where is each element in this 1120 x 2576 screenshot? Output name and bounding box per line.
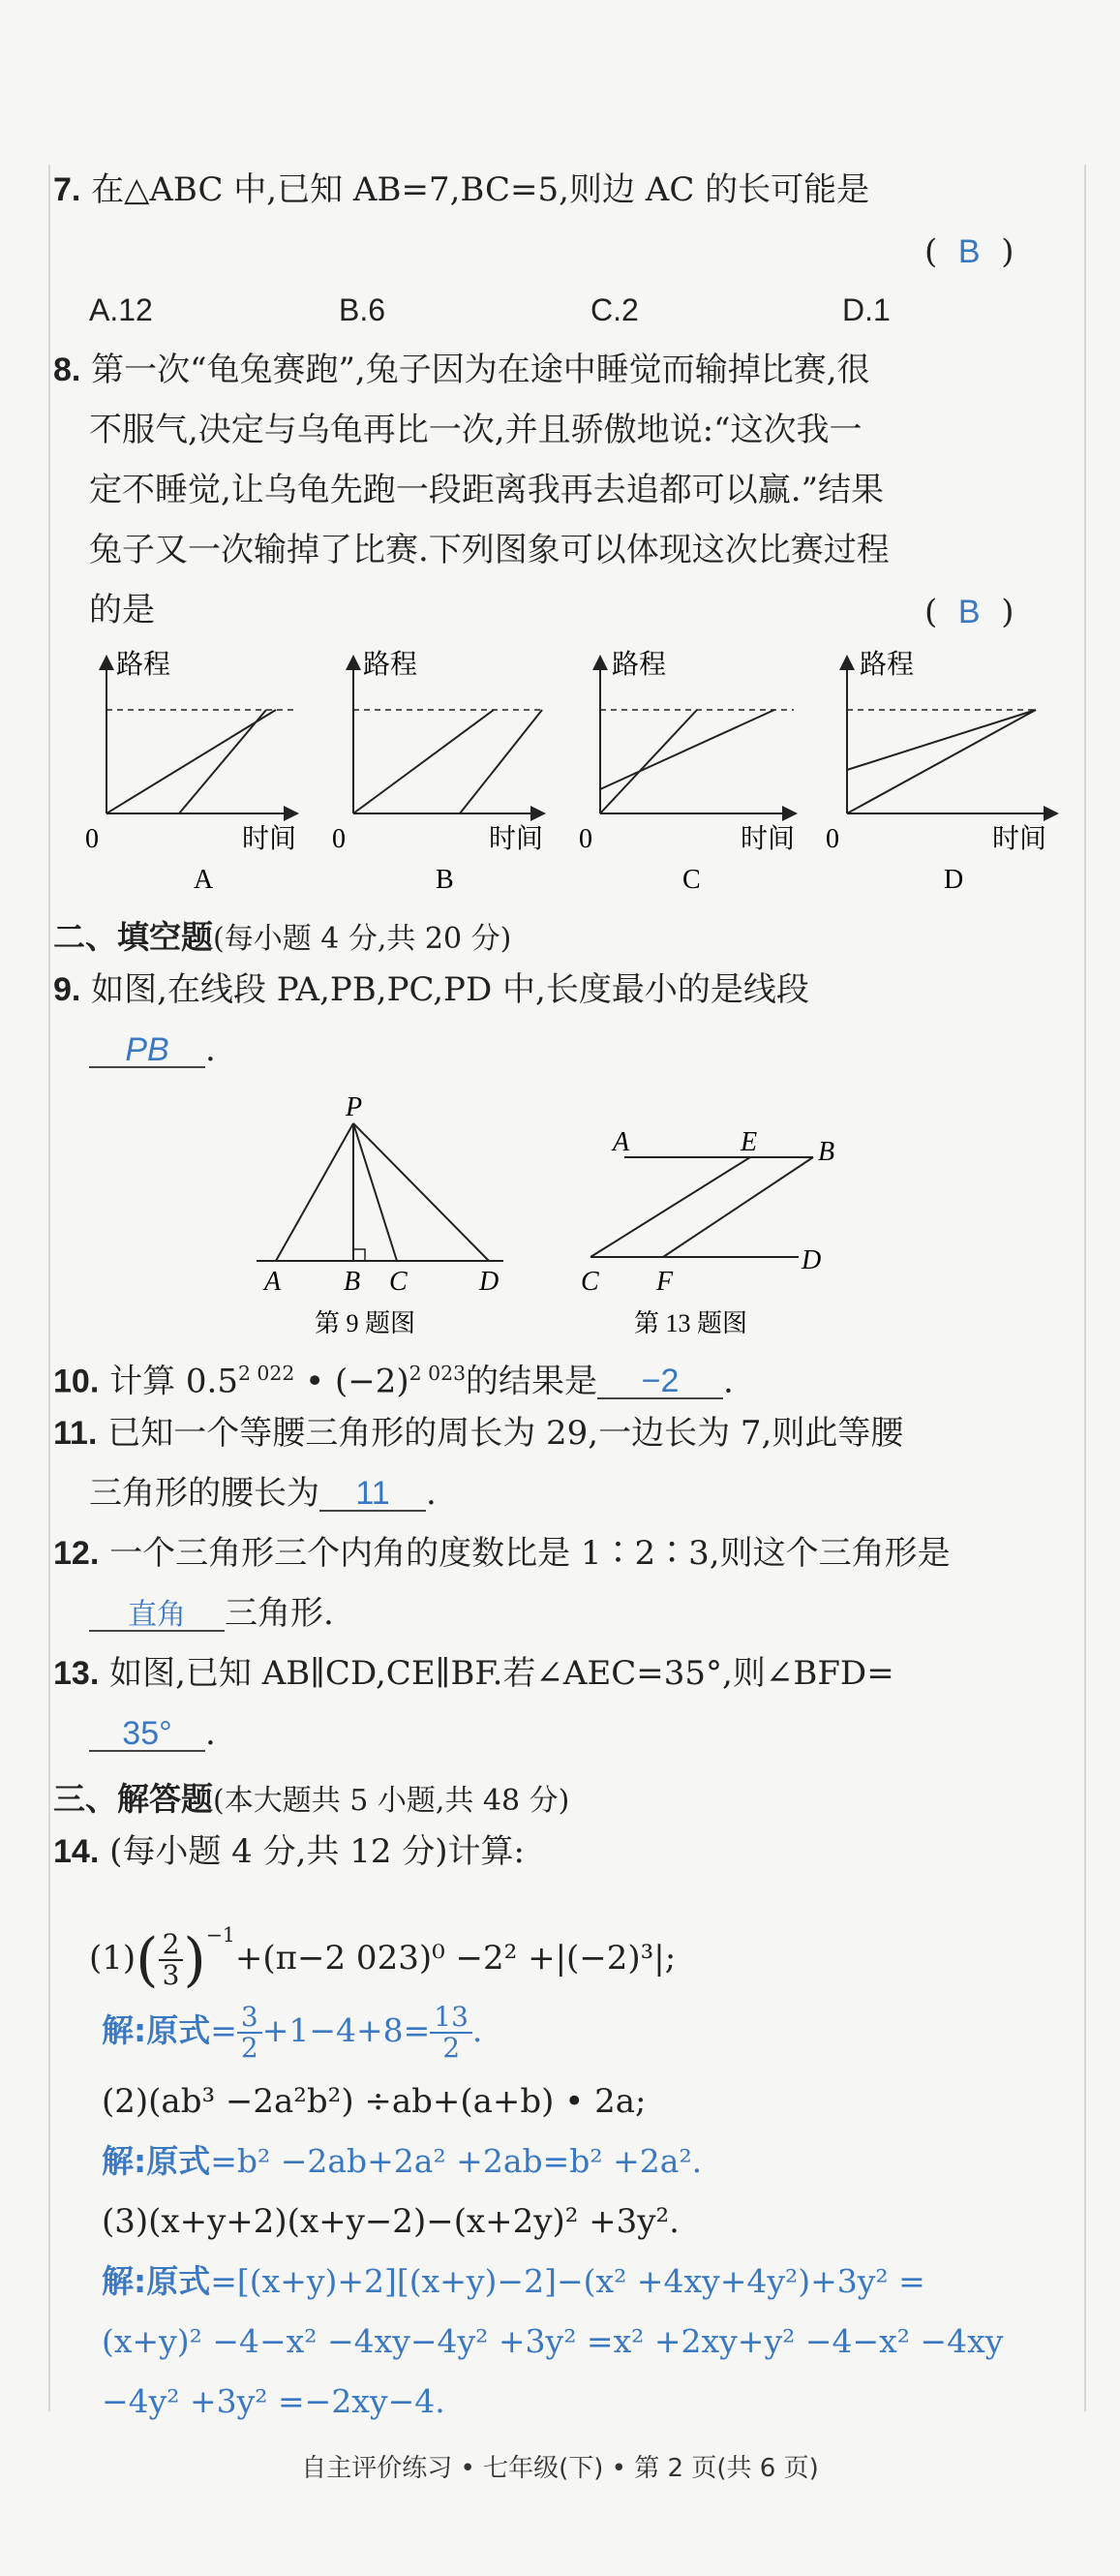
solution-3-line-2: (x+y)² −4−x² −4xy−4y² +3y² =x² +2xy+y² −4−x² −4xy bbox=[102, 2322, 1004, 2360]
question-10: 10. 计算 $0.5^{2 022}$ • $(-2)^{2 023}$的结果是 −2 . bbox=[53, 1362, 734, 1401]
figure-13 bbox=[581, 1127, 834, 1337]
answer-12: 直角 bbox=[128, 1598, 186, 1632]
graph-b-origin: 0 bbox=[332, 824, 346, 854]
graph-a-label: A bbox=[194, 865, 214, 895]
graph-d-xlabel: 时间 bbox=[992, 824, 1047, 854]
question-8-line-5: 的是 bbox=[89, 591, 155, 629]
graph-d-ylabel: 路程 bbox=[860, 650, 915, 680]
graph-a-xlabel: 时间 bbox=[242, 824, 297, 854]
graph-c-origin: 0 bbox=[579, 824, 592, 854]
answer-bracket-8: ( B ) bbox=[924, 593, 1014, 631]
graph-a bbox=[85, 649, 296, 895]
fig9-point-c: C bbox=[389, 1267, 408, 1297]
answer-10: −2 bbox=[641, 1363, 680, 1400]
figure-9 bbox=[257, 1092, 503, 1337]
question-8: 8. 第一次“龟兔赛跑”,兔子因为在途中睡觉而输掉比赛,很 bbox=[53, 351, 870, 389]
page-footer: 自主评价练习 • 七年级(下) • 第 2 页(共 6 页) bbox=[301, 2454, 819, 2483]
question-11-line-2: 三角形的腰长为 11 . bbox=[89, 1474, 437, 1513]
question-9: 9. 如图,在线段 PA,PB,PC,PD 中,长度最小的是线段 bbox=[53, 970, 809, 1009]
answer-9: PB bbox=[125, 1031, 169, 1068]
fig13-point-a: A bbox=[613, 1127, 630, 1157]
option-a: A.12 bbox=[89, 292, 153, 327]
fig9-caption: 第 9 题图 bbox=[315, 1309, 416, 1337]
question-8-line-2: 不服气,决定与乌龟再比一次,并且骄傲地说:“这次我一 bbox=[89, 411, 863, 449]
question-11: 11. 已知一个等腰三角形的周长为 29,一边长为 7,则此等腰 bbox=[53, 1414, 904, 1453]
question-14-part-1: (1)( $\frac{2}{3}$ )$^{-1}$+(π−2 023)⁰ −2² +|(−2)³|; bbox=[89, 1923, 677, 1994]
fig13-point-e: E bbox=[741, 1127, 758, 1157]
graph-c-label: C bbox=[682, 865, 701, 895]
section-2-heading: 二、填空题(每小题 4 分,共 20 分) bbox=[53, 918, 512, 956]
fig13-point-b: B bbox=[818, 1137, 835, 1167]
option-d: D.1 bbox=[842, 292, 891, 327]
graph-b-label: B bbox=[436, 865, 454, 895]
question-8-line-1: 第一次“龟兔赛跑”,兔子因为在途中睡觉而输掉比赛,很 bbox=[91, 351, 870, 389]
q8-graphs bbox=[77, 644, 1084, 905]
answer-11: 11 bbox=[355, 1475, 390, 1512]
fig13-point-c: C bbox=[581, 1267, 599, 1297]
solution-2: 解:原式=b² −2ab+2a² +2ab=b² +2a². bbox=[102, 2142, 703, 2180]
answer-13: 35° bbox=[122, 1715, 172, 1752]
question-7-text: 在△ABC 中,已知 AB=7,BC=5,则边 AC 的长可能是 bbox=[91, 170, 870, 209]
question-14-part-2: (2)(ab³ −2a²b²) ÷ab+(a+b) • 2a; bbox=[102, 2082, 647, 2121]
graph-d bbox=[826, 649, 1055, 895]
graph-c-ylabel: 路程 bbox=[612, 650, 667, 680]
question-8-line-4: 兔子又一次输掉了比赛.下列图象可以体现这次比赛过程 bbox=[89, 531, 890, 569]
question-12: 12. 一个三角形三个内角的度数比是 1∶2∶3,则这个三角形是 bbox=[53, 1534, 951, 1573]
section-3-heading: 三、解答题(本大题共 5 小题,共 48 分) bbox=[53, 1780, 570, 1818]
answer-bracket-7: ( B ) bbox=[924, 232, 1014, 271]
question-13-line-2: 35° . bbox=[89, 1714, 216, 1753]
question-7: 7. 在△ABC 中,已知 AB=7,BC=5,则边 AC 的长可能是 bbox=[53, 170, 870, 209]
solution-3-line-3: −4y² +3y² =−2xy−4. bbox=[102, 2382, 445, 2420]
figures-9-13 bbox=[242, 1085, 871, 1346]
graph-b-ylabel: 路程 bbox=[363, 650, 418, 680]
option-c: C.2 bbox=[590, 292, 639, 327]
question-14-part-3: (3)(x+y+2)(x+y−2)−(x+2y)² +3y². bbox=[102, 2202, 680, 2241]
graph-d-origin: 0 bbox=[826, 824, 839, 854]
question-8-line-3: 定不睡觉,让乌龟先跑一段距离我再去追都可以赢.”结果 bbox=[89, 471, 884, 509]
graph-a-origin: 0 bbox=[85, 824, 99, 854]
graph-b-xlabel: 时间 bbox=[489, 824, 544, 854]
question-14: 14. (每小题 4 分,共 12 分)计算: bbox=[53, 1832, 525, 1871]
fig13-point-f: F bbox=[656, 1267, 674, 1297]
option-b: B.6 bbox=[339, 292, 386, 327]
solution-1: 解:原式= $\frac{3}{2}$ +1−4+8= $\frac{13}{2}$ . bbox=[102, 2001, 483, 2064]
fig9-point-p: P bbox=[346, 1092, 363, 1122]
left-margin-line bbox=[48, 165, 50, 2411]
graph-c bbox=[579, 649, 795, 895]
question-9-answer-line: PB . bbox=[89, 1030, 216, 1069]
answer-7: B bbox=[957, 233, 981, 270]
fig9-point-a: A bbox=[264, 1267, 282, 1297]
solution-3-line-1: 解:原式=[(x+y)+2][(x+y)−2]−(x² +4xy+4y²)+3y² = bbox=[102, 2262, 925, 2300]
right-margin-line bbox=[1084, 165, 1086, 2411]
fig13-caption: 第 13 题图 bbox=[634, 1309, 748, 1337]
question-12-line-2: 直角 三角形. bbox=[89, 1594, 334, 1633]
graph-d-label: D bbox=[944, 865, 964, 895]
fig13-point-d: D bbox=[802, 1245, 822, 1275]
fig9-point-b: B bbox=[344, 1267, 361, 1297]
question-13: 13. 如图,已知 AB∥CD,CE∥BF.若∠AEC=35°,则∠BFD= bbox=[53, 1654, 894, 1693]
fig9-point-d: D bbox=[479, 1267, 499, 1297]
graph-a-ylabel: 路程 bbox=[116, 650, 171, 680]
graph-c-xlabel: 时间 bbox=[741, 824, 796, 854]
graph-b bbox=[332, 649, 543, 895]
answer-8: B bbox=[957, 594, 981, 630]
